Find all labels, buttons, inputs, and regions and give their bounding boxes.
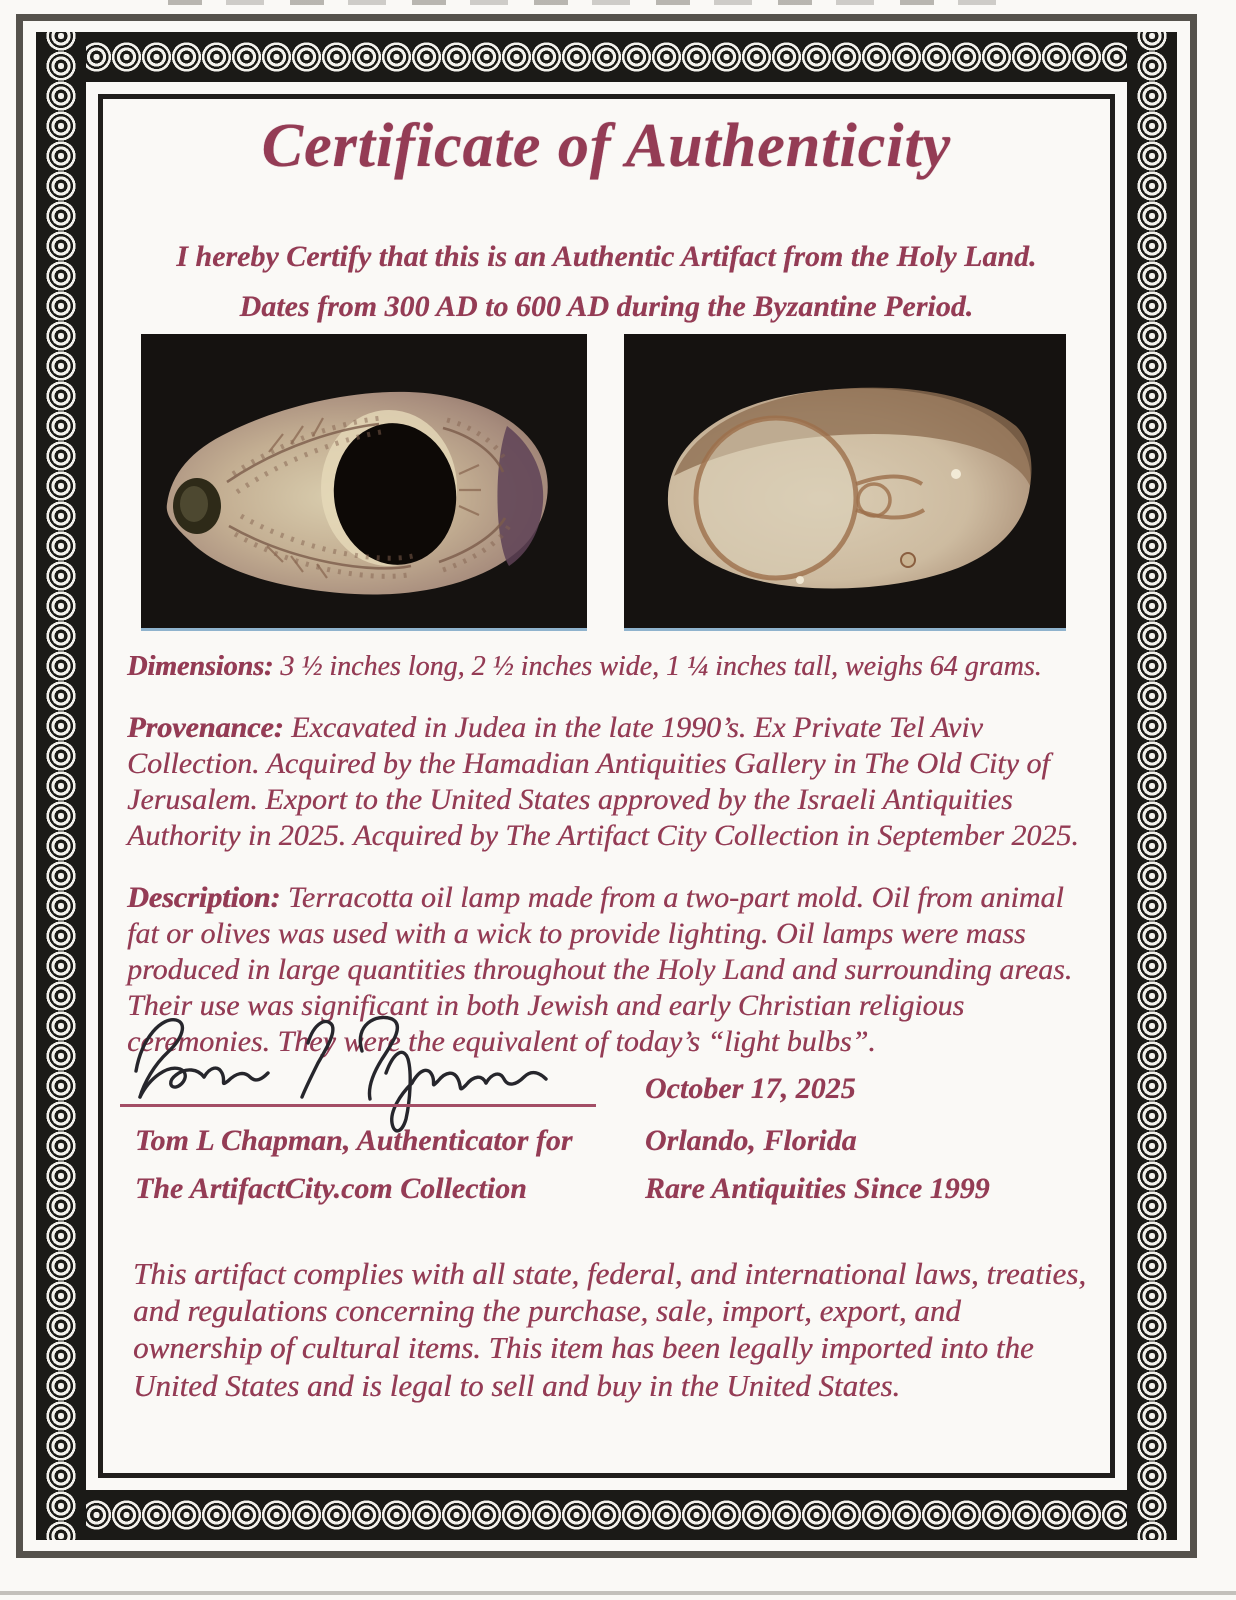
provenance-text: Excavated in Judea in the late 1990’s. Ex Private Tel Aviv Collection. Acquired by the Hamadian Antiquities Gallery in The Old City of Jerusalem. Export to the United States approved by the Israeli Antiquities Authority in 2025. Acquired by The Artifact City Collection in September 2025.	[127, 710, 1079, 852]
description-text: Terracotta oil lamp made from a two-part mold. Oil from animal fat or olives was used with a wick to provide lighting. Oil lamps were mass produced in large quantities throughout the Holy Land and surrounding areas. Their use was significant in both Jewish and early Christian religious ceremonies. They were the equivalent of today’s “light bulbs”.	[127, 880, 1073, 1058]
dimensions-paragraph	[127, 650, 1095, 684]
certificate-title: Certificate of Authenticity	[261, 112, 952, 180]
ring-border-left	[36, 32, 86, 1540]
oil-lamp-top-illustration	[141, 334, 587, 628]
dating-statement: Dates from 300 AD to 600 AD during the Byzantine Period.	[239, 290, 974, 323]
tagline: Rare Antiquities Since 1999	[645, 1172, 990, 1205]
description-label: Description:	[127, 880, 281, 914]
legal-compliance-paragraph: This artifact complies with all state, federal, and international laws, treaties, and regulations concerning the purchase, sale, import, export, and ownership of cultural items. This item has been legally imported into the United States and is legal to sell and buy in the United States.	[133, 1256, 1086, 1403]
authenticator-name-line: Tom L Chapman, Authenticator for	[135, 1124, 573, 1157]
provenance-label: Provenance:	[127, 710, 284, 744]
dimensions-text: 3 ½ inches long, 2 ½ inches wide, 1 ¼ inches tall, weighs 64 grams.	[273, 651, 1042, 682]
top-scan-artifact	[168, 0, 1018, 5]
signature-line	[120, 1104, 596, 1107]
bottom-scan-artifact	[0, 1591, 1236, 1595]
ring-border-top	[86, 32, 1127, 82]
dimensions-label: Dimensions:	[127, 651, 274, 682]
signature-handwriting	[122, 1005, 602, 1135]
collection-line: The ArtifactCity.com Collection	[135, 1172, 527, 1205]
ring-border-right	[1127, 32, 1177, 1540]
oil-lamp-top-photo	[141, 334, 587, 631]
oil-lamp-bottom-photo	[624, 334, 1066, 631]
certify-statement: I hereby Certify that this is an Authentic Artifact from the Holy Land.	[176, 240, 1037, 273]
certification-date: October 17, 2025	[645, 1072, 856, 1105]
provenance-paragraph	[127, 710, 1095, 854]
oil-lamp-bottom-illustration	[624, 334, 1066, 628]
location-line: Orlando, Florida	[645, 1124, 857, 1157]
ring-border-bottom	[86, 1490, 1127, 1540]
